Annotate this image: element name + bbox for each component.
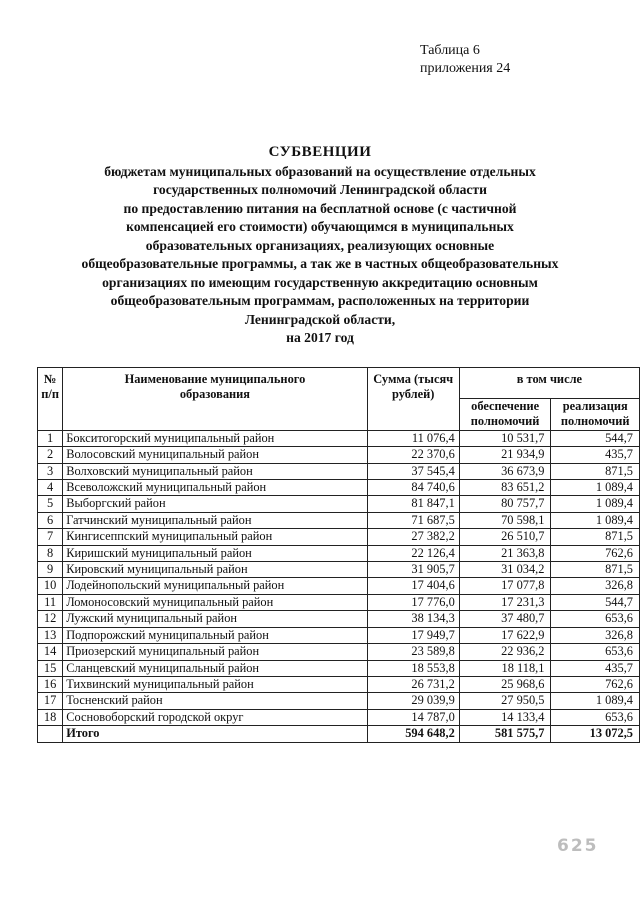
total-amount: 22 370,6	[367, 447, 459, 463]
powers-implementation-amount: 544,7	[551, 430, 640, 446]
title-line: общеобразовательные программы, а так же в частных общеобразовательных	[81, 256, 559, 271]
header-sum-label: Сумма (тысяч рублей)	[373, 372, 454, 401]
powers-provision-amount: 18 118,1	[459, 660, 551, 676]
powers-implementation-amount: 653,6	[551, 611, 640, 627]
header-name	[63, 368, 367, 431]
municipality-name: Кингисеппский муниципальный район	[63, 529, 367, 545]
title-line: организациях по имеющим государственную аккредитацию основным	[102, 274, 538, 290]
municipality-name: Гатчинский муниципальный район	[63, 512, 367, 528]
row-number: 18	[38, 709, 63, 725]
table-row	[38, 447, 640, 463]
header-name-label: Наименование муниципального образования	[124, 372, 306, 401]
powers-provision-amount: 26 510,7	[459, 529, 551, 545]
total-amount: 17 404,6	[367, 578, 459, 594]
total-amount: 84 740,6	[367, 480, 459, 496]
total-provision: 581 575,7	[459, 726, 551, 742]
row-number: 10	[38, 578, 63, 594]
header-num-label: № п/п	[41, 372, 59, 401]
table-row	[38, 676, 640, 692]
total-amount: 29 039,9	[367, 693, 459, 709]
total-amount: 71 687,5	[367, 512, 459, 528]
total-amount: 26 731,2	[367, 676, 459, 692]
total-amount: 17 776,0	[367, 594, 459, 610]
table-row	[38, 709, 640, 725]
municipality-name: Лодейнопольский муниципальный район	[63, 578, 367, 594]
powers-implementation-amount: 871,5	[551, 463, 640, 479]
header-num	[38, 368, 63, 431]
document-title	[40, 143, 600, 348]
table-row	[38, 463, 640, 479]
table-row	[38, 660, 640, 676]
row-number: 14	[38, 644, 63, 660]
total-amount: 23 589,8	[367, 644, 459, 660]
total-amount: 31 905,7	[367, 562, 459, 578]
powers-implementation-amount: 1 089,4	[551, 496, 640, 512]
total-amount: 18 553,8	[367, 660, 459, 676]
powers-implementation-amount: 871,5	[551, 529, 640, 545]
row-number: 17	[38, 693, 63, 709]
municipality-name: Сланцевский муниципальный район	[63, 660, 367, 676]
municipality-name: Киришский муниципальный район	[63, 545, 367, 561]
municipality-name: Лужский муниципальный район	[63, 611, 367, 627]
table-header-row	[38, 368, 640, 399]
powers-provision-amount: 17 077,8	[459, 578, 551, 594]
row-number: 5	[38, 496, 63, 512]
table-row	[38, 529, 640, 545]
table-row	[38, 512, 640, 528]
powers-provision-amount: 17 622,9	[459, 627, 551, 643]
header-sum	[367, 368, 459, 431]
municipality-name: Ломоносовский муниципальный район	[63, 594, 367, 610]
table-row	[38, 578, 640, 594]
appendix-reference: приложения 24	[420, 61, 511, 76]
table-row	[38, 480, 640, 496]
municipality-name: Тосненский район	[63, 693, 367, 709]
table-row	[38, 611, 640, 627]
table-row	[38, 430, 640, 446]
municipality-name: Подпорожский муниципальный район	[63, 627, 367, 643]
total-amount: 38 134,3	[367, 611, 459, 627]
powers-implementation-amount: 1 089,4	[551, 512, 640, 528]
row-number: 2	[38, 447, 63, 463]
municipality-name: Приозерский муниципальный район	[63, 644, 367, 660]
total-amount: 17 949,7	[367, 627, 459, 643]
powers-provision-amount: 80 757,7	[459, 496, 551, 512]
powers-implementation-amount: 653,6	[551, 709, 640, 725]
table-row	[38, 594, 640, 610]
powers-provision-amount: 14 133,4	[459, 709, 551, 725]
header-sub-b	[551, 399, 640, 431]
powers-provision-amount: 27 950,5	[459, 693, 551, 709]
total-amount: 11 076,4	[367, 430, 459, 446]
municipality-name: Тихвинский муниципальный район	[63, 676, 367, 692]
title-line: бюджетам муниципальных образований на осуществление отдельных	[104, 163, 536, 179]
header-including-label: в том числе	[516, 372, 583, 386]
powers-provision-amount: 31 034,2	[459, 562, 551, 578]
powers-implementation-amount: 1 089,4	[551, 480, 640, 496]
municipality-name: Всеволожский муниципальный район	[63, 480, 367, 496]
total-implementation: 13 072,5	[551, 726, 640, 742]
powers-provision-amount: 21 363,8	[459, 545, 551, 561]
row-number: 3	[38, 463, 63, 479]
powers-provision-amount: 36 673,9	[459, 463, 551, 479]
row-number: 9	[38, 562, 63, 578]
row-number: 16	[38, 676, 63, 692]
title-line: образовательных организациях, реализующих основные	[145, 237, 495, 253]
total-sum: 594 648,2	[367, 726, 459, 742]
row-number: 15	[38, 660, 63, 676]
table-row	[38, 644, 640, 660]
municipality-name: Волховский муниципальный район	[63, 463, 367, 479]
powers-implementation-amount: 326,8	[551, 578, 640, 594]
powers-implementation-amount: 762,6	[551, 545, 640, 561]
title-line: компенсацией его стоимости) обучающимся в муниципальных	[126, 219, 514, 234]
table-row	[38, 545, 640, 561]
table-row	[38, 496, 640, 512]
title-line: по предоставлению питания на бесплатной основе (с частичной	[123, 200, 517, 216]
total-num-cell	[38, 726, 63, 742]
header-sub-a	[459, 399, 551, 431]
powers-implementation-amount: 544,7	[551, 594, 640, 610]
powers-provision-amount: 10 531,7	[459, 430, 551, 446]
municipality-name: Сосновоборский городской округ	[63, 709, 367, 725]
table-number: Таблица 6	[420, 43, 480, 58]
subventions-table	[37, 367, 640, 743]
total-amount: 27 382,2	[367, 529, 459, 545]
powers-implementation-amount: 326,8	[551, 627, 640, 643]
municipality-name: Выборгский район	[63, 496, 367, 512]
table-row	[38, 562, 640, 578]
row-number: 7	[38, 529, 63, 545]
total-amount: 14 787,0	[367, 709, 459, 725]
powers-provision-amount: 21 934,9	[459, 447, 551, 463]
row-number: 12	[38, 611, 63, 627]
total-amount: 22 126,4	[367, 545, 459, 561]
header-including	[459, 368, 639, 399]
powers-provision-amount: 37 480,7	[459, 611, 551, 627]
powers-provision-amount: 70 598,1	[459, 512, 551, 528]
powers-provision-amount: 25 968,6	[459, 676, 551, 692]
total-amount: 81 847,1	[367, 496, 459, 512]
row-number: 13	[38, 627, 63, 643]
powers-provision-amount: 17 231,3	[459, 594, 551, 610]
row-number: 11	[38, 594, 63, 610]
total-label: Итого	[63, 726, 367, 742]
title-line: государственных полномочий Ленинградской области	[153, 182, 487, 197]
table-caption	[420, 42, 510, 78]
row-number: 4	[38, 480, 63, 496]
row-number: 1	[38, 430, 63, 446]
municipality-name: Кировский муниципальный район	[63, 562, 367, 578]
powers-implementation-amount: 653,6	[551, 644, 640, 660]
municipality-name: Волосовский муниципальный район	[63, 447, 367, 463]
powers-implementation-amount: 435,7	[551, 447, 640, 463]
total-amount: 37 545,4	[367, 463, 459, 479]
powers-implementation-amount: 871,5	[551, 562, 640, 578]
header-sub-b-label: реализация полномочий	[560, 399, 630, 429]
page-number: 625	[557, 836, 599, 856]
powers-implementation-amount: 1 089,4	[551, 693, 640, 709]
table-row	[38, 693, 640, 709]
powers-provision-amount: 83 651,2	[459, 480, 551, 496]
municipality-name: Бокситогорский муниципальный район	[63, 430, 367, 446]
total-row	[38, 726, 640, 742]
title-main: СУБВЕНЦИИ	[268, 144, 372, 160]
table-row	[38, 627, 640, 643]
powers-provision-amount: 22 936,2	[459, 644, 551, 660]
powers-implementation-amount: 435,7	[551, 660, 640, 676]
row-number: 6	[38, 512, 63, 528]
title-line: Ленинградской области,	[244, 311, 396, 327]
powers-implementation-amount: 762,6	[551, 676, 640, 692]
header-sub-a-label: обеспечение полномочий	[470, 399, 540, 429]
title-line: на 2017 год	[286, 330, 354, 345]
row-number: 8	[38, 545, 63, 561]
title-line: общеобразовательным программам, расположенных на территории	[110, 293, 530, 308]
